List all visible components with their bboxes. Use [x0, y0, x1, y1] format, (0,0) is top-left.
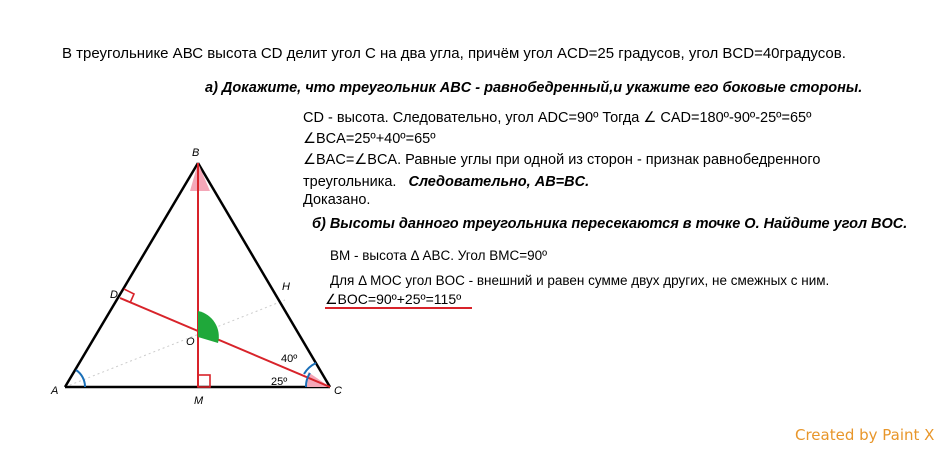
part-a-line-2: ∠BCA=25º+40º=65º: [303, 131, 436, 147]
angle-25-label: 25º: [271, 376, 288, 388]
label-c: C: [334, 385, 342, 397]
side-ab: [65, 163, 198, 387]
angle-a-arc: [76, 370, 85, 387]
altitude-cd: [120, 298, 330, 387]
right-angle-m: [198, 375, 210, 387]
label-m: M: [194, 395, 204, 407]
part-a-line-3: ∠BAC=∠BCA. Равные углы при одной из сторон - признак равнобедренного: [303, 152, 821, 168]
label-d: D: [110, 289, 118, 301]
problem-statement: В треугольнике АВС высота CD делит угол С на два угла, причём угол ACD=25 градусов, угол BCD=40градусов.: [62, 45, 846, 62]
altitude-ah-line: [65, 300, 288, 388]
label-a: A: [51, 385, 59, 397]
part-b-line-2: Для Δ MOC угол BOC - внешний и равен сумме двух других, не смежных с ним.: [330, 273, 830, 288]
label-h: H: [282, 281, 290, 293]
part-a-line-4-text: треугольника.: [303, 174, 397, 190]
part-b-answer: ∠BOC=90º+25º=115º: [325, 291, 462, 307]
part-b-line-1: BM - высота Δ ABC. Угол BMC=90º: [330, 248, 548, 263]
angle-boc-fill: [198, 311, 219, 343]
angle-c-arc-outer: [304, 363, 316, 374]
side-bc: [198, 163, 330, 387]
watermark: Created by Paint X: [795, 426, 935, 444]
part-b-question: б) Высоты данного треугольника пересекаются в точке О. Найдите угол BOC.: [312, 216, 908, 232]
label-o: O: [186, 336, 195, 348]
part-a-conclusion: Следовательно, AB=BC.: [408, 174, 590, 190]
part-a-question: а) Докажите, что треугольник ABC - равнобедренный,и укажите его боковые стороны.: [205, 80, 863, 96]
part-a-line-5: Доказано.: [303, 192, 371, 208]
angle-40-label: 40º: [281, 353, 298, 365]
part-a-line-1: CD - высота. Следовательно, угол ADC=90º Тогда ∠ CAD=180º-90º-25º=65º: [303, 110, 812, 126]
label-b: B: [192, 147, 200, 159]
